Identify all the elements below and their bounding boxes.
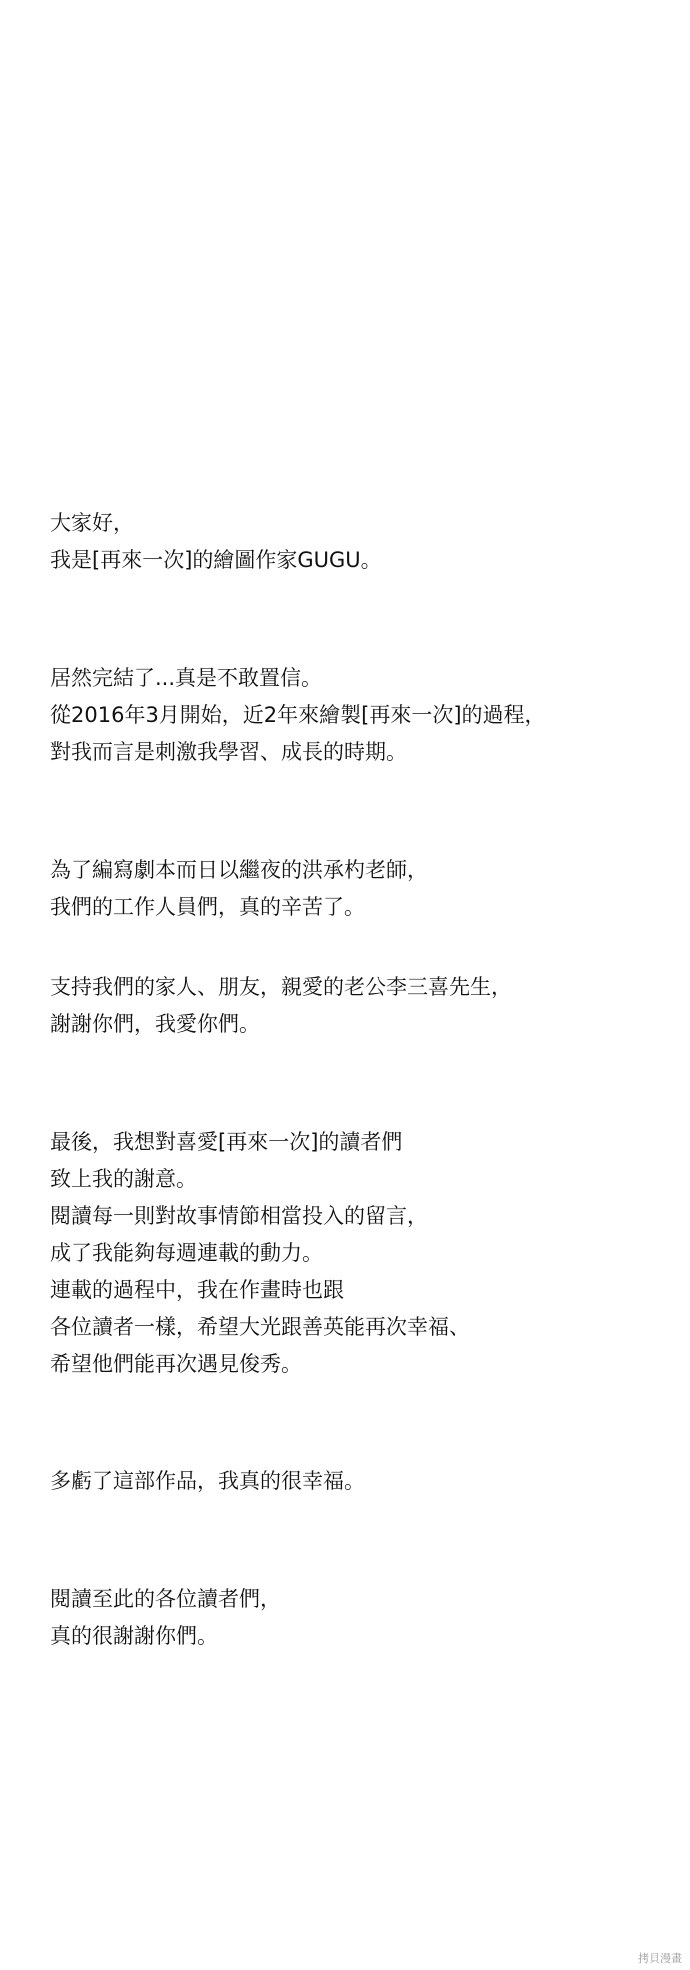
text-line: 多虧了這部作品，我真的很幸福。 xyxy=(50,1469,365,1493)
paragraph-happiness xyxy=(50,1463,650,1500)
text-line: 希望他們能再次遇見俊秀。 xyxy=(50,1352,302,1376)
text-line: 成了我能夠每週連載的動力。 xyxy=(50,1241,323,1265)
text-line: 我們的工作人員們，真的辛苦了。 xyxy=(50,895,365,919)
text-line: 支持我們的家人、朋友，親愛的老公李三喜先生， xyxy=(50,975,512,999)
paragraph-thanks-staff xyxy=(50,852,650,926)
text-line: 最後，我想對喜愛[再來一次]的讀者們 xyxy=(50,1130,403,1154)
text-line: 謝謝你們，我愛你們。 xyxy=(50,1012,260,1036)
paragraph-thanks-readers xyxy=(50,1124,650,1383)
text-line: 為了編寫劇本而日以繼夜的洪承杓老師， xyxy=(50,858,428,882)
text-line: 致上我的謝意。 xyxy=(50,1167,197,1191)
text-line: 居然完結了...真是不敢置信。 xyxy=(50,666,323,690)
paragraph-thanks-family xyxy=(50,969,650,1043)
text-line: 從2016年3月開始，近2年來繪製[再來一次]的過程， xyxy=(50,703,546,727)
text-line: 各位讀者一樣，希望大光跟善英能再次幸福、 xyxy=(50,1315,470,1339)
afterword-letter xyxy=(50,505,650,1655)
text-line: 我是[再來一次]的繪圖作家GUGU。 xyxy=(50,548,382,572)
text-line: 大家好， xyxy=(50,511,134,535)
paragraph-completion xyxy=(50,660,650,771)
text-line: 對我而言是刺激我學習、成長的時期。 xyxy=(50,740,407,764)
paragraph-closing xyxy=(50,1581,650,1655)
text-line: 連載的過程中，我在作畫時也跟 xyxy=(50,1278,344,1302)
text-line: 閱讀至此的各位讀者們， xyxy=(50,1587,281,1611)
site-watermark: 拷貝漫畫 xyxy=(638,1952,682,1965)
text-line: 閱讀每一則對故事情節相當投入的留言， xyxy=(50,1204,428,1228)
paragraph-greeting xyxy=(50,505,650,579)
text-line: 真的很謝謝你們。 xyxy=(50,1624,218,1648)
